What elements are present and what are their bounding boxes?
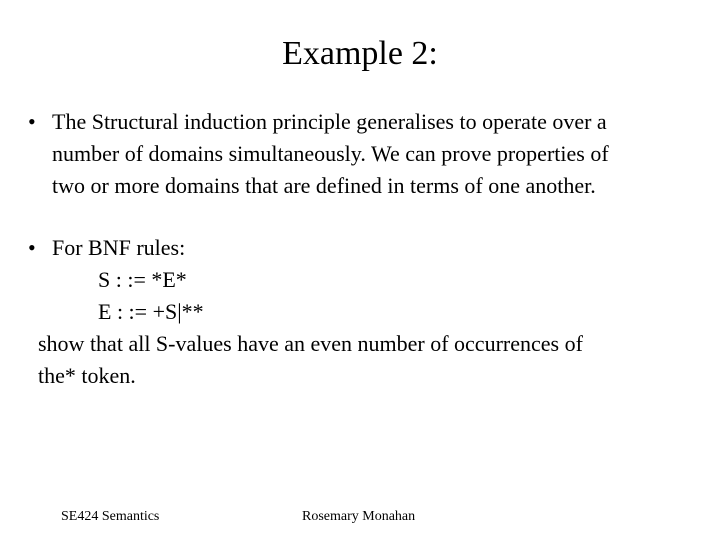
bnf-rule-e: E : := +S|** [98, 299, 204, 324]
bullet-text [52, 106, 692, 202]
bullet-line: two or more domains that are defined in terms of one another. [52, 173, 596, 198]
bullet-line: For BNF rules: [52, 235, 186, 260]
bullet-line: show that all S-values have an even number of occurrences of [38, 331, 583, 356]
footer-course: SE424 Semantics [61, 509, 160, 524]
slide-title: Example 2: [282, 35, 438, 72]
bullet-line: The Structural induction principle generalises to operate over a [52, 109, 607, 134]
bullet-marker: • [28, 235, 36, 260]
bnf-rule-s: S : := *E* [98, 267, 187, 292]
bullet-line: number of domains simultaneously. We can prove properties of [52, 141, 609, 166]
footer-author: Rosemary Monahan [302, 509, 416, 524]
bullet-line: the* token. [38, 363, 136, 388]
bullet-text [38, 232, 692, 392]
bullet-marker: • [28, 109, 36, 134]
